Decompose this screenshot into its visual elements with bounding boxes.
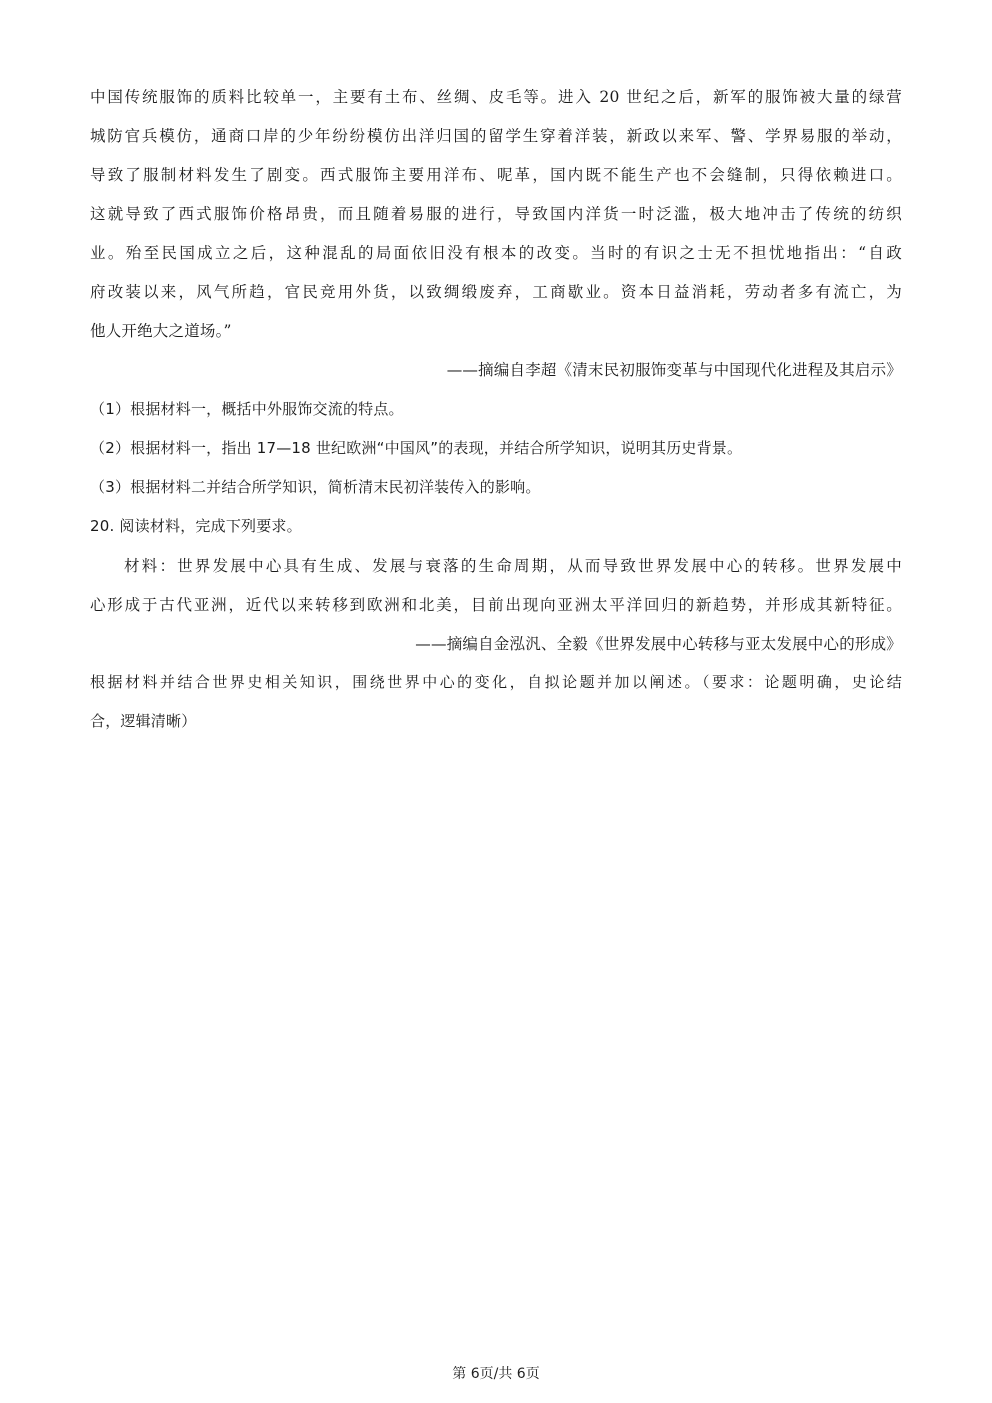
material2-line-7: 他人开绝大之道场。” (90, 322, 232, 340)
material2-line-6: 府改装以来，风气所趋，官民竞用外货，以致绸缎废弃，工商歇业。资本日益消耗，劳动者多有流亡，为 (90, 283, 902, 301)
material2-line-1: 中国传统服饰的质料比较单一，主要有土布、丝绸、皮毛等。进入 20 世纪之后，新军的服饰被大量的绿营 (90, 88, 902, 106)
page-number: 第 6页/共 6页 (452, 1366, 540, 1382)
q20-task-line-2: 合，逻辑清晰） (90, 712, 197, 730)
material2-line-3: 导致了服制材料发生了剧变。西式服饰主要用洋布、呢革，国内既不能生产也不会缝制，只得依赖进口。 (90, 166, 902, 184)
q19-sub3: （3）根据材料二并结合所学知识，简析清末民初洋装传入的影响。 (90, 478, 541, 496)
q19-sub2: （2）根据材料一，指出 17—18 世纪欧洲“中国风”的表现，并结合所学知识，说明其历史背景。 (90, 439, 743, 457)
material2-source: ——摘编自李超《清末民初服饰变革与中国现代化进程及其启示》 (446, 361, 902, 379)
q20-task-line-1: 根据材料并结合世界史相关知识，围绕世界中心的变化，自拟论题并加以阐述。（要求：论题明确，史论结 (90, 673, 902, 691)
q19-sub1: （1）根据材料一，概括中外服饰交流的特点。 (90, 400, 404, 418)
q20-title: 20. 阅读材料，完成下列要求。 (90, 517, 302, 535)
material2-line-2: 城防官兵模仿，通商口岸的少年纷纷模仿出洋归国的留学生穿着洋装，新政以来军、警、学界易服的举动， (90, 127, 902, 145)
material2-line-5: 业。殆至民国成立之后，这种混乱的局面依旧没有根本的改变。当时的有识之士无不担忧地指出：“自政 (90, 244, 902, 262)
q20-material-line-2: 心形成于古代亚洲，近代以来转移到欧洲和北美，目前出现向亚洲太平洋回归的新趋势，并形成其新特征。 (90, 596, 902, 614)
q20-source: ——摘编自金泓汎、全毅《世界发展中心转移与亚太发展中心的形成》 (415, 635, 902, 653)
q20-material-line-1: 材料：世界发展中心具有生成、发展与衰落的生命周期，从而导致世界发展中心的转移。世界发展中 (124, 557, 902, 575)
material2-line-4: 这就导致了西式服饰价格昂贵，而且随着易服的进行，导致国内洋货一时泛滥，极大地冲击了传统的纺织 (90, 205, 902, 223)
